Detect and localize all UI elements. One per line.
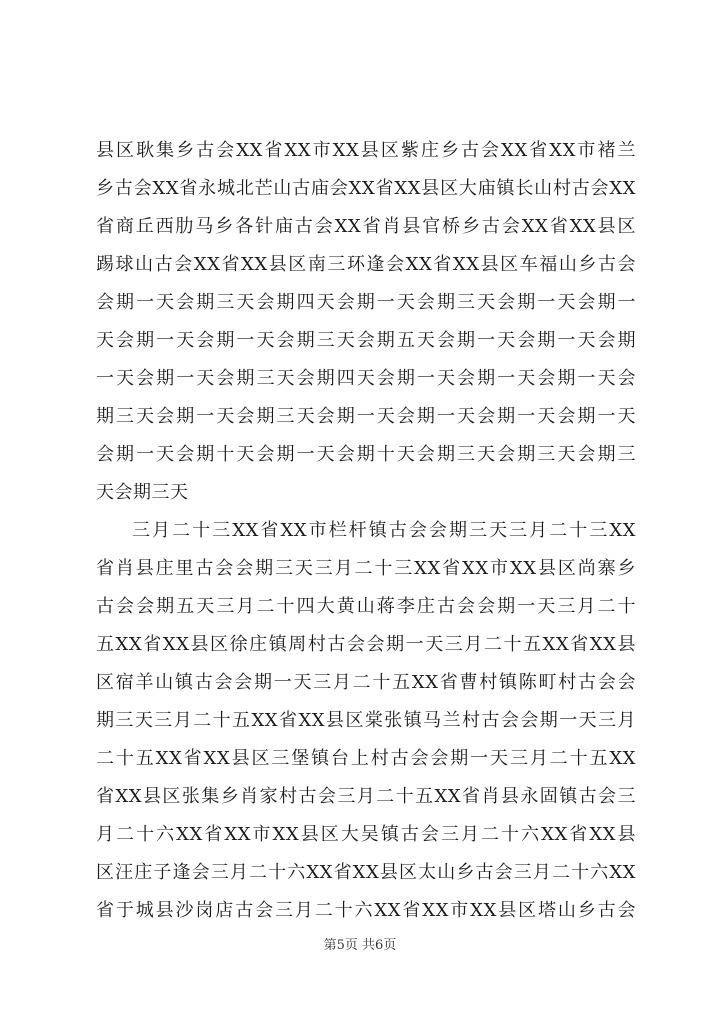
text-line: 三月二十三XX省XX市栏杆镇古会会期三天三月二十三XX bbox=[132, 520, 636, 541]
text-line: 省肖县庄里古会会期三天三月二十三XX省XX市XX县区尚寨乡 bbox=[96, 558, 636, 579]
text-line: 一天会期一天会期三天会期四天会期一天会期一天会期一天会 bbox=[96, 368, 636, 389]
text-line: 区宿羊山镇古会会期一天三月二十五XX省曹村镇陈町村古会会 bbox=[96, 672, 636, 693]
page-footer bbox=[0, 937, 720, 955]
text-line: 省XX县区张集乡肖家村古会三月二十五XX省肖县永固镇古会三 bbox=[96, 786, 636, 807]
text-line: 五XX省XX县区徐庄镇周村古会会期一天三月二十五XX省XX县 bbox=[96, 634, 636, 655]
text-line: 二十五XX省XX县区三堡镇台上村古会会期一天三月二十五XX bbox=[96, 748, 636, 769]
text-line: 月二十六XX省XX市XX县区大吴镇古会三月二十六XX省XX县 bbox=[96, 824, 636, 845]
paragraph-2 bbox=[96, 512, 636, 930]
text-line: 会期一天会期三天会期四天会期一天会期三天会期一天会期一 bbox=[96, 292, 636, 313]
text-line: 县区耿集乡古会XX省XX市XX县区紫庄乡古会XX省XX市褚兰 bbox=[96, 140, 636, 161]
page-number: 第5页 共6页 bbox=[323, 938, 397, 953]
text-line: 省商丘西肋马乡各针庙古会XX省肖县官桥乡古会XX省XX县区 bbox=[96, 216, 636, 237]
text-line: 踢球山古会XX省XX县区南三环逢会XX省XX县区车福山乡古会 bbox=[96, 254, 636, 275]
paragraph-1 bbox=[96, 132, 636, 512]
text-line: 期三天会期一天会期三天会期一天会期一天会期一天会期一天 bbox=[96, 406, 636, 427]
text-line: 天会期一天会期一天会期三天会期五天会期一天会期一天会期 bbox=[96, 330, 636, 351]
text-line: 省于城县沙岗店古会三月二十六XX省XX市XX县区塔山乡古会 bbox=[96, 900, 636, 921]
text-line: 乡古会XX省永城北芒山古庙会XX省XX县区大庙镇长山村古会XX bbox=[96, 178, 636, 199]
text-line: 天会期三天 bbox=[96, 482, 189, 503]
text-line: 会期一天会期十天会期一天会期十天会期三天会期三天会期三 bbox=[96, 444, 636, 465]
text-line: 期三天三月二十五XX省XX县区棠张镇马兰村古会会期一天三月 bbox=[96, 710, 636, 731]
text-line: 区汪庄子逢会三月二十六XX省XX县区太山乡古会三月二十六XX bbox=[96, 862, 636, 883]
document-body bbox=[96, 132, 636, 930]
text-line: 古会会期五天三月二十四大黄山蒋李庄古会会期一天三月二十 bbox=[96, 596, 636, 617]
